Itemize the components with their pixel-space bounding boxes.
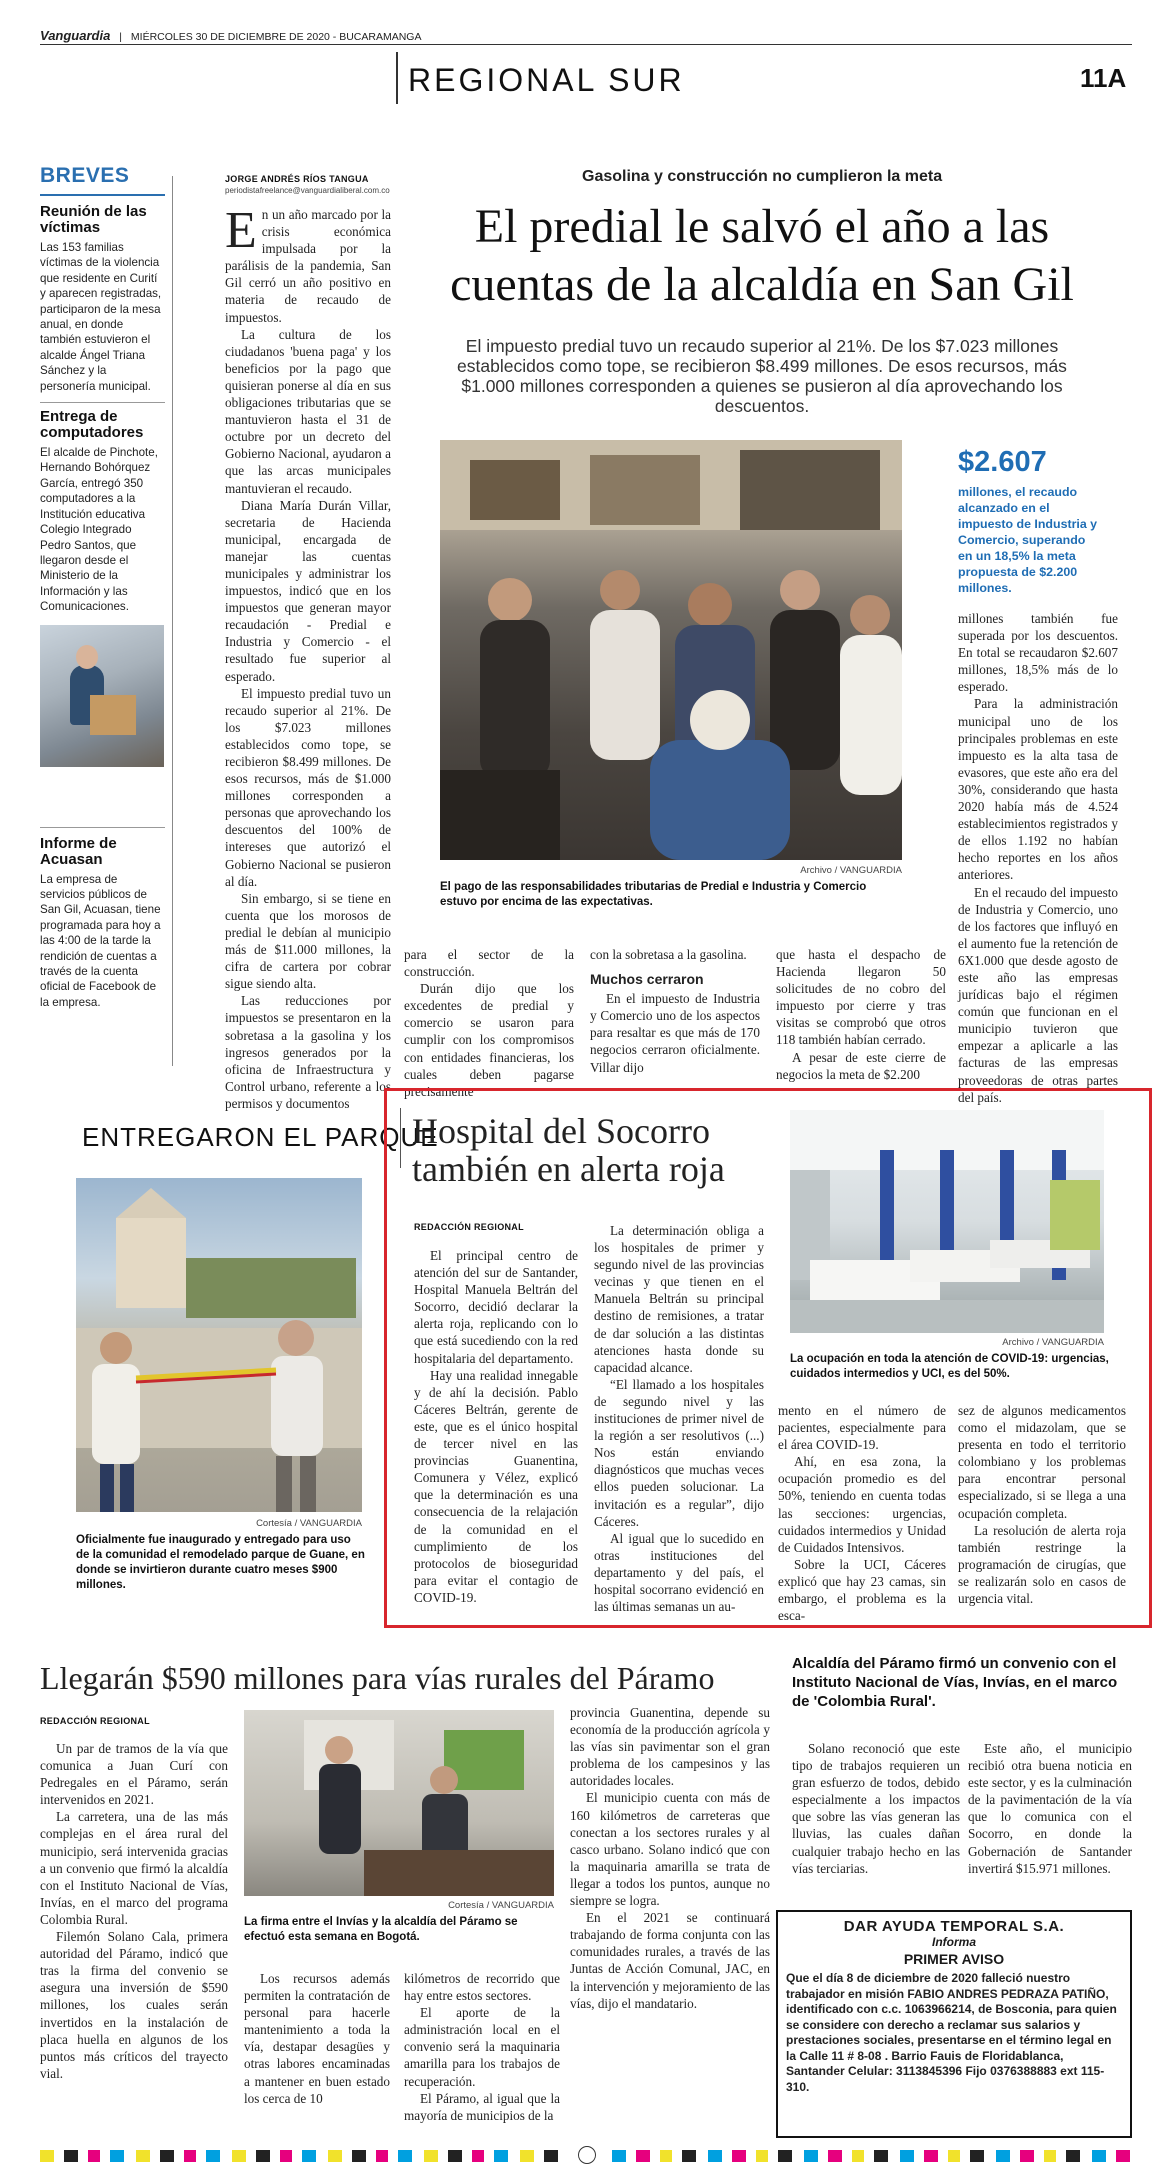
stat-value: $2.607	[958, 446, 1047, 478]
color-registration-bar-left	[40, 2150, 560, 2162]
page-number: 11A	[1080, 63, 1127, 93]
legal-notice	[776, 1910, 1132, 2138]
paramo-column-3: kilómetros de recorrido que hay entre estos sectores. El aporte de la administración local en el convenio será la maquinaria amarilla para los trabajos de recuperación. El Páramo, al igual que la mayoría de municipios de la	[404, 1971, 560, 2123]
brief-photo	[40, 625, 164, 767]
lead-subhead: Muchos cerraron	[590, 971, 704, 988]
lead-column-3: con la sobretasa a la gasolina. Muchos cerraron En el impuesto de Industria y Comercio uno de los aspectos para resaltar es que más de 170 negocios cerraron oficialmente. Villar dijo	[590, 947, 760, 1075]
hospital-headline: Hospital del Socorro también en alerta roja	[412, 1111, 725, 1189]
hospital-column-1: El principal centro de atención del sur de Santander, Hospital Manuela Beltrán del Socorro, decidió declarar la alerta roja, replicando con lo que está sucediendo con la red hospitalaria del departamento. Hay una realidad innegable y de ahí la decisión. Pablo Cáceres Beltrán, gerente de este, que es el único hospital de tercer nivel en las provincias Guanentina, Comunera y Vélez, explicó que la determinación es una consecuencia de la relajación de la comunidad en el cumplimiento de los protocolos de bioseguridad para evitar el contagio de COVID-19.	[414, 1248, 578, 1605]
hospital-divider	[400, 1108, 401, 1168]
hospital-byline: REDACCIÓN REGIONAL	[414, 1222, 524, 1232]
parque-caption: Oficialmente fue inaugurado y entregado para uso de la comunidad el remodelado parque de Guane, en donde se invirtieron durante cuatro meses $900 millones.	[76, 1534, 365, 1591]
notice-informa: Informa	[931, 1935, 976, 1949]
lead-photo	[440, 440, 902, 860]
lead-column-4: que hasta el despacho de Hacienda llegaron 50 solicitudes de no cobro del impuesto por cierre y tras visitas se comprobó que otros 118 también habían cerrado. A pesar de este cierre de negocios la meta de $2.200	[776, 947, 946, 1082]
paramo-byline: REDACCIÓN REGIONAL	[40, 1716, 150, 1726]
paramo-photo-caption: La firma entre el Invías y la alcaldía del Páramo se efectuó esta semana en Bogotá.	[244, 1916, 518, 1943]
paramo-column-2: Los recursos además permiten la contratación de personal para hacerle mantenimiento a toda la vía, destapar desagües y otras labores encaminadas a mantener en buen estado los cerca de 10	[244, 1971, 390, 2106]
breves-column	[40, 164, 165, 1010]
masthead: Vanguardia | MIÉRCOLES 30 DE DICIEMBRE DE 2020 - BUCARAMANGA	[40, 28, 422, 43]
breves-divider	[172, 176, 173, 1066]
parque-photo	[76, 1178, 362, 1512]
parque-illustration	[76, 1178, 362, 1512]
section-divider	[396, 52, 398, 104]
hospital-photo-credit: Archivo / VANGUARDIA	[1002, 1337, 1104, 1348]
paramo-column-5: Solano reconoció que este tipo de trabajos requieren un gran esfuerzo de todos, debido especialmente a los impactos que sobre las vías generan las lluvias, las cuales dañan cualquier trabajo hecho en las vías terciarias.	[792, 1741, 960, 1876]
lead-column-2: para el sector de la construcción. Durán dijo que los excedentes de predial y comercio se usaron para cumplir con los compromisos con entidades financieras, los cuales deben pagarse precisamente	[404, 947, 574, 1099]
ward-illustration	[790, 1110, 1104, 1333]
hospital-photo	[790, 1110, 1104, 1333]
lead-email: periodistafreelance@vanguardialiberal.com.co	[225, 186, 390, 195]
crowd-illustration	[440, 440, 902, 860]
brief-body: La empresa de servicios públicos de San Gil, Acuasan, tiene programada para hoy a las 4:00 de la tarde la rendición de cuentas a través de la cuenta oficial de Facebook de la empresa.	[40, 872, 161, 1009]
section-title: REGIONAL SUR	[408, 62, 685, 98]
color-registration-bar-right	[612, 2150, 1132, 2162]
parque-title: ENTREGARON EL PARQUE	[82, 1122, 439, 1152]
lead-column-1: E n un año marcado por la crisis económica impulsada por la parálisis de la pandemia, San Gil cerró un año positivo en materia de recaudo de impuestos. La cultura de los ciudadanos 'buena paga' y los beneficios por la pago que quisieran ponerse al día en sus obligaciones tributarias que se mantuvieron hasta el 31 de octubre por un decreto del Gobierno Nacional, ayudaron a que las arcas municipales mantuvieran el recaudo. Diana María Durán Villar, secretaria de Hacienda municipal, encargada de manejar las cuentas municipales y administrar los impuestos, indicó que en los impuestos que generan mayor recaudación - Predial e Industria y Comercio - el resultado fue superior al esperado. El impuesto predial tuvo un recaudo superior al 21%. De los $7.023 millones establecidos como tope, se recibieron $8.499 millones. De esos recursos, más de $1.000 millones corresponden a personas que aprovechando los descuentos del 100% de intereses que autorizó el Gobierno Nacional se pusieron al día. Sin embargo, si se tiene en cuenta que los morosos de predial le debían al municipio más de $11.000 millones, la cifra de cartera por cobrar sigue siendo alta. Las reducciones por impuestos se presentaron en la sobretasa a la gasolina y los ingresos generados por la oficina de Infraestructura y Control urbano, referente a los permisos y documentos	[225, 202, 391, 1111]
brief-body: Las 153 familias víctimas de la violencia que residente en Curití y aparecen registradas, participaron de la mesa anual, en donde también estuvieron el alcalde Ángel Triana Sánchez y la personería municipal.	[40, 241, 162, 393]
lead-kicker: Gasolina y construcción no cumplieron la meta	[582, 168, 943, 185]
brief-heading: Reunión de las víctimas	[40, 203, 147, 236]
parque-credit: Cortesía / VANGUARDIA	[256, 1518, 362, 1529]
paramo-column-4: provincia Guanentina, depende su economía de la producción agrícola y las vías sin pavimentar son el gran problema de los campesinos y las autoridades locales. El municipio cuenta con más de 160 kilómetros de carreteras que conectan a los sectores rurales y al casco urbano. Solano indicó que con la maquinaria amarilla se trata de llegar a todos los puntos, aunque no siempre se logra. En el 2021 se continuará trabajando de forma conjunta con las comunidades rurales, a través de las Juntas de Acción Comunal, JAC, en la intervención y mejoramiento de las vías, dijo el mandatario.	[570, 1705, 770, 2011]
hospital-column-4: sez de algunos medicamentos como el midazolam, que se presenta en todo el territorio colombiano y los problemas para encontrar personal especializado, si se llega a una ocupación completa. La resolución de alerta roja también restringe la programación de cirugías, que se realizarán solo en casos de urgencia vital.	[958, 1403, 1126, 1607]
hospital-photo-caption: La ocupación en toda la atención de COVID-19: urgencias, cuidados intermedios y UCI, es del 50%.	[790, 1353, 1109, 1380]
dateline: MIÉRCOLES 30 DE DICIEMBRE DE 2020 - BUCARAMANGA	[130, 31, 422, 43]
lead-byline: JORGE ANDRÉS RÍOS TANGUA	[225, 174, 369, 184]
notice-title: PRIMER AVISO	[903, 1951, 1005, 1967]
header-rule	[40, 44, 1132, 45]
hospital-column-2: La determinación obliga a los hospitales de primer y segundo nivel de las provincias vecinas y que tienen en el Manuela Beltrán su principal destino de remisiones, a tratar de dar solución a las distintas atenciones hasta donde su capacidad alcance. “El llamado a los hospitales de segundo nivel y las instituciones de primer nivel de la región a ser resolutivos (...) Nos están enviando diagnósticos que muchas veces ellos pueden solucionar. La invitación es a regular”, dijo Cáceres. Al igual que lo sucedido en otras instituciones del departamento y del país, el hospital socorrano evidenció en las últimas semanas un au-	[594, 1223, 764, 1615]
paramo-column-6: Este año, el municipio recibió otra buena noticia en este sector, y es la culminación de la pavimentación de la vía que lo comunica con el Socorro, en donde la Gobernación de Santander invertirá $15.971 millones.	[968, 1741, 1132, 1876]
signing-illustration	[244, 1710, 554, 1896]
brief-heading: Informe de Acuasan	[40, 834, 117, 868]
lead-column-5: millones también fue superada por los descuentos. En total se recaudaron $2.607 millones, 18,5% más de lo esperado. Para la administración municipal uno de los principales problemas en este impuesto es la alta tasa de evasores, que este año era del 30%, considerando que hasta 2020 había más de 4.524 establecimientos registrados y de ellos 1.192 no habían hecho reportes en los años anteriores. En el recaudo del impuesto de Industria y Comercio, uno de los factores que influyó en el aumento fue la retención de 6X1.000 que desde agosto de este año las empresas jurídicas bajo el régimen común que funcionan en el municipio tuvieron que empezar a aplicarle a las facturas de las empresas proveedoras de otras partes del país.	[958, 611, 1118, 1105]
breves-title: BREVES	[40, 164, 130, 187]
stat-text: millones, el recaudo alcanzado en el impuesto de Industria y Comercio, superando en un 18,5% la meta propuesta de $2.200 millones.	[958, 485, 1098, 595]
brief-heading: Entrega de computadores	[40, 408, 144, 442]
paramo-photo-credit: Cortesía / VANGUARDIA	[448, 1900, 554, 1911]
paramo-headline: Llegarán $590 millones para vías rurales del Páramo	[40, 1660, 715, 1696]
brand-logo: Vanguardia	[40, 28, 111, 43]
dropcap: E	[225, 202, 257, 259]
lead-photo-caption: El pago de las responsabilidades tributarias de Predial e Industria y Comercio estuvo por encima de las expectativas.	[440, 881, 867, 908]
paramo-column-1: Un par de tramos de la vía que comunica a Juan Curí con Pedregales en el Páramo, serán intervenidos en 2021. La carretera, una de las más complejas en el área rural del municipio, será intervenida gracias a un convenio que firmó la alcaldía con el Instituto Nacional de Vías, Invías, en el marco del programa Colombia Rural. Filemón Solano Cala, primera autoridad del Páramo, indicó que tras la firma del convenio se asegura una inversión de $590 millones, los cuales serán invertidos en la instalación de placa huella en algunos de los puntos más críticos del trayecto vial.	[40, 1741, 228, 2081]
hospital-column-3: mento en el número de pacientes, especialmente para el área COVID-19. Ahí, en esa zona, la ocupación promedio es del 50%, teniendo en cuenta todas las secciones: urgencias, cuidados intermedios y Unidad de Cuidados Intensivos. Sobre la UCI, Cáceres explicó que hay 23 camas, sin embargo, el problema es la esca-	[778, 1403, 946, 1624]
lead-photo-credit: Archivo / VANGUARDIA	[800, 865, 902, 876]
paramo-sidebar-head: Alcaldía del Páramo firmó un convenio con el Instituto Nacional de Vías, Invías, en el marco de 'Colombia Rural'.	[792, 1655, 1118, 1710]
registration-mark	[578, 2146, 596, 2164]
lead-dek: El impuesto predial tuvo un recaudo superior al 21%. De los $7.023 millones establecidos como tope, se recibieron $8.499 millones. De esos recursos, más $1.000 millones corresponden a quienes se pusieron al día aprovechando los descuentos.	[457, 336, 1067, 416]
lead-headline: El predial le salvó el año a las cuentas de la alcaldía en San Gil	[450, 200, 1074, 311]
notice-body: Que el día 8 de diciembre de 2020 falleció nuestro trabajador en misión FABIO ANDRES PEDRAZA PATIÑO, identificado con c.c. 1063966214, de Bosconia, para quien se considere con derecho a reclamar sus salarios y prestaciones sociales, presentarse en el término legal en la Calle 11 # 8-08 . Barrio Fauis de Floridablanca, Santander Celular: 3113845396 Fijo 0376388883 ext 115-310.	[786, 1971, 1117, 2094]
paramo-photo	[244, 1710, 554, 1896]
notice-company: DAR AYUDA TEMPORAL S.A.	[843, 1918, 1065, 1935]
brief-body: El alcalde de Pinchote, Hernando Bohórquez García, entregó 350 computadores a la Institución educativa Colegio Integrado Pedro Santos, que llegaron desde el Ministerio de la Información y las Comunicaciones.	[40, 446, 158, 614]
